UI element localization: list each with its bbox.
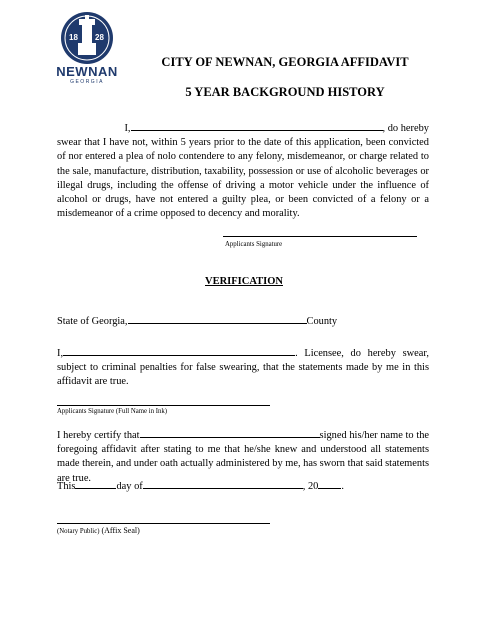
document-subtitle: 5 YEAR BACKGROUND HISTORY: [185, 85, 385, 99]
applicant-signature-label: Applicants Signature: [225, 241, 283, 248]
notary-label: [57, 526, 140, 535]
day-of-label: day of: [116, 481, 143, 492]
document-title: CITY OF NEWNAN, GEORGIA AFFIDAVIT: [161, 55, 409, 69]
applicant-signature-line[interactable]: [223, 236, 417, 237]
affix-seal-label: (Affix Seal): [101, 526, 140, 535]
licensee-text: . Licensee, do hereby swear, subject to criminal penalties for false swearing, that the statements made by me in this affidavit are true.: [57, 348, 429, 388]
state-wordmark: GEORGIA: [70, 79, 104, 85]
certify-lead: I hereby certify that: [57, 430, 140, 441]
seal-year-right: 28: [95, 33, 104, 42]
city-name-wordmark: NEWNAN: [56, 64, 118, 79]
county-blank[interactable]: [128, 313, 307, 324]
certify-paragraph: [57, 427, 429, 486]
verification-heading: VERIFICATION: [205, 276, 283, 287]
licensee-paragraph: [57, 345, 429, 390]
year-blank[interactable]: [318, 478, 341, 489]
licensee-lead: I,: [57, 348, 64, 359]
affidavit-body: swear that I have not, within 5 years prior to the date of this application, been convicted of nor entered a plea of nolo contendere to any felony, misdemeanor, or charge related to the sale, manufacture, distribution, taxability, possession or use of alcoholic beverages or illegal drugs, including the offense of driving a motor vehicle under the influence of alcohol or drugs, have not entered a guilty plea, or been convicted of a felony or a misdemeanor of a crime opposed to decency and morality.: [57, 137, 429, 220]
state-county-line: [57, 313, 337, 327]
state-prefix: State of Georgia,: [57, 316, 128, 327]
signer-name-blank[interactable]: [140, 427, 320, 438]
notary-signature-line[interactable]: [57, 523, 270, 524]
affidavit-paragraph: [57, 120, 429, 221]
full-name-signature-line[interactable]: [57, 405, 270, 406]
date-line: This day of , 20 .: [57, 478, 344, 492]
applicant-name-blank[interactable]: [131, 120, 383, 131]
certify-text: signed his/her name to the foregoing affidavit after stating to me that he/she knew and understood all statements made therein, and under oath actually administered by me, has sworn that said statements are true.: [57, 430, 430, 484]
notary-public-label: (Notary Public): [57, 528, 100, 535]
affidavit-lead: I,: [124, 123, 131, 134]
affidavit-hereby: , do hereby: [382, 123, 429, 134]
month-blank[interactable]: [143, 478, 303, 489]
year-prefix: , 20: [302, 481, 319, 492]
county-label: County: [306, 316, 338, 327]
licensee-name-blank[interactable]: [63, 345, 295, 356]
day-blank[interactable]: [75, 478, 116, 489]
seal-year-left: 18: [69, 33, 78, 42]
full-name-signature-label: Applicants Signature (Full Name in Ink): [57, 408, 168, 415]
this-label: This: [57, 481, 76, 492]
